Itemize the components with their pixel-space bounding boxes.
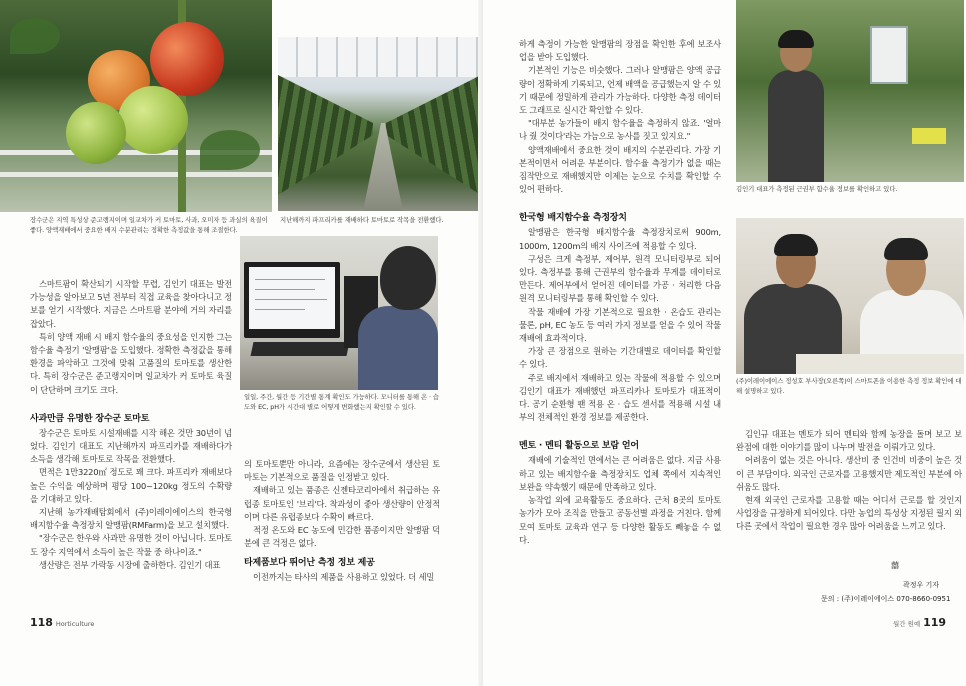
right-page xyxy=(483,0,966,686)
paragraph: "장수군은 한우와 사과만 유명한 것이 아닙니다. 토마토도 장수 지역에서 소득이 높은 작물 중 하나이죠." xyxy=(30,533,232,557)
section-heading: 멘토 · 멘티 활동으로 보람 얻어 xyxy=(519,441,639,452)
paragraph: 스마트팜이 확산되기 시작할 무렵, 김인기 대표는 발전 가능성을 알아보고 5년 전부터 직접 교육을 찾아다니고 정보를 얻기 시작했다. 지금은 스마트팜 분야에 거의 자리를 잡았다. xyxy=(30,279,232,329)
paragraph: 가장 큰 장점으로 원하는 기간대별로 데이터를 확인할 수 있다. xyxy=(519,346,721,370)
caption-farmer: 김인기 대표가 측정된 근권부 함수율 정보를 확인하고 있다. xyxy=(736,185,898,193)
section-heading: 한국형 배지함수율 측정장치 xyxy=(519,213,627,224)
leaf-shape xyxy=(10,18,60,54)
man-left-hair xyxy=(774,234,818,256)
greenhouse-roof xyxy=(278,37,481,77)
paragraph: 재배하고 있는 품종은 신젠타코리아에서 취급하는 유럽종 토마토인 '브리'다. 착과성이 좋아 생산량이 안정적이며 다른 유럽종보다 수확이 빠르다. xyxy=(244,485,440,522)
spacer xyxy=(519,424,721,437)
article-column-3 xyxy=(519,38,721,547)
byline: 곽정우 기자 xyxy=(903,581,940,589)
sensor-device xyxy=(870,26,908,84)
pipe-rail xyxy=(0,172,272,177)
section-heading: 타제품보다 뛰어난 측정 정보 제공 xyxy=(244,558,375,569)
article-column-1 xyxy=(30,278,232,572)
folio-left xyxy=(30,616,94,629)
table xyxy=(796,354,964,374)
paragraph: 구성은 크게 측정부, 제어부, 원격 모니터링부로 되어 있다. 측정부를 통해 근권부의 함수율과 무게를 데이터로 만든다. 제어부에서 얻어진 데이터를 가공 · 처리한 다음 원격 모니터링부를 통해 확인할 수 있다. xyxy=(519,253,721,304)
caption-greenhouse: 지난해까지 파프리카를 재배하다 토마토로 작목을 전환했다. xyxy=(280,216,444,224)
paragraph: 알맹팜은 한국형 배지함수율 측정장치로써 900m, 1000m, 1200m의 배지 사이즈에 적용할 수 있다. xyxy=(519,227,721,251)
man-body xyxy=(768,70,824,182)
green-tomato xyxy=(66,102,126,164)
screen-line xyxy=(255,279,325,280)
computer-monitor xyxy=(244,262,340,338)
plant-row-right xyxy=(386,75,481,195)
red-tomato xyxy=(150,22,224,96)
leaf-shape xyxy=(200,130,260,170)
person-body xyxy=(358,306,438,390)
monitor-photo xyxy=(240,236,438,390)
article-column-4 xyxy=(736,428,962,534)
paragraph: 의 토마토뿐만 아니라, 요즘에는 장수군에서 생산된 토마토는 기본적으로 품질을 인정받고 있다. xyxy=(244,459,440,483)
paragraph: 기본적인 기능은 비슷했다. 그러나 알맹팜은 양액 공급량이 정확하게 기록되고, 언제 배액을 공급했는지 알 수 있기 때문에 정밀하게 관리가 가능하다. 다양한 측정 데이터도 그래프로 실시간 확인할 수 있다. xyxy=(519,65,721,116)
paragraph: 농작업 외에 교육활동도 중요하다. 근처 8곳의 토마토 농가가 모아 조직을 만들고 공동선별 과정을 거친다. 함께 모여 토마토 교육과 연구 등 다양한 활동도 빼놓을 수 없다. xyxy=(519,495,721,545)
end-mark: 囍 xyxy=(891,561,899,570)
keyboard xyxy=(251,342,350,356)
paragraph: "대부분 농가들이 배지 함수율을 측정하지 않죠. '얼마나 줬 것이다'라는 가늠으로 농사를 짓고 있지요." xyxy=(519,118,721,142)
green-tomato xyxy=(118,86,188,154)
spacer xyxy=(519,196,721,209)
contact-line: 문의 : (주)이레이에이스 070-8660-0951 xyxy=(821,595,951,603)
greenhouse-photo xyxy=(278,37,481,211)
magazine-name: Horticulture xyxy=(55,620,95,628)
paragraph: 적정 온도와 EC 농도에 민감한 품종이지만 알맹팜 덕분에 큰 걱정은 없다. xyxy=(244,525,440,549)
spacer xyxy=(30,397,232,410)
caption-monitor: 일일, 주간, 월간 등 기간별 통계 확인도 가능하다. 모니터를 통해 온 · 습도와 EC, pH가 시간대 별로 어떻게 변화했는지 확인할 수 있다. xyxy=(244,393,439,411)
paragraph: 생산량은 전부 가락동 시장에 출하한다. 김인기 대표 xyxy=(39,559,221,570)
screen-line xyxy=(255,299,327,300)
paragraph: 면적은 1만3220㎡ 정도로 꽤 크다. 파프리카 재배보다 높은 수익을 예상하며 평당 100~120kg 정도의 수확량을 기대하고 있다. xyxy=(30,467,232,504)
caption-meeting: (주)이레이에이스 정성호 부사장(오른쪽)이 스마트폰을 이용한 측정 정보 확인에 대해 설명하고 있다. xyxy=(736,377,962,395)
screen-line xyxy=(255,289,315,290)
article-column-2 xyxy=(244,458,440,585)
paragraph: 재배에 기술적인 면에서는 큰 어려움은 없다. 지금 사용하고 있는 배지함수율 측정장치도 업체 쪽에서 지속적인 보완을 약속했기 때문에 만족하고 있다. xyxy=(519,455,721,492)
man-hair xyxy=(778,30,814,48)
tomato-photo xyxy=(0,0,272,212)
magazine-name: 월간 원예 xyxy=(893,620,921,628)
caption-tomato: 장수군은 지역 특성상 준고랭지이며 일교차가 커 토마토, 사과, 오미자 등 과실의 육질이 좋다. 양액재배에서 중요한 배지 수분관리는 정확한 측정값을 통해 조절한다. xyxy=(30,216,268,234)
person-head xyxy=(380,246,436,310)
paragraph: 특히 양액 재배 시 배지 함수율의 중요성을 인지한 그는 함수율 측정기 '알맹팜'을 도입했다. 정확한 측정값을 통해 환경을 파악하고 그것에 맞춰 고품질의 토마토를 생산한다. 특히 장수군은 준고랭지이며 일교차가 커 토마토 육질이 단단하며 크기도 크다. xyxy=(30,331,232,395)
monitor-screen xyxy=(249,267,335,329)
man-right-hair xyxy=(884,238,928,260)
paragraph: 양액재배에서 중요한 것이 배지의 수분관리다. 가장 기본적이면서 어려운 부분이다. 함수율 측정기가 없을 때는 짐작만으로 재배했지만 이제는 눈으로 수치를 확인할 수 있어 편하다. xyxy=(519,144,721,195)
meeting-photo xyxy=(736,218,964,374)
plant-row-left xyxy=(278,75,373,195)
paragraph: 작물 재배에 가장 기본적으로 필요한 · 온습도 관리는 물론, pH, EC 농도 등 여러 가지 정보를 얻을 수 있어 작물 재배에 효과적이다. xyxy=(519,306,721,344)
paragraph: 어려움이 없는 것은 아니다. 생산비 중 인건비 비중이 높은 것이 큰 부담이다. 외국인 근로자를 고용했지만 제도적인 부분에 아쉬움도 많다. xyxy=(736,455,962,492)
section-heading: 사과만큼 유명한 장수군 토마토 xyxy=(30,413,150,424)
paragraph: 장수군은 토마토 시설재배를 시작 해온 것만 30년이 넘었다. 김인기 대표도 지난해까지 파프리카를 재배하다가 소득을 생각해 토마토로 작목을 전환했다. xyxy=(30,427,232,465)
yellow-tag xyxy=(912,128,946,144)
paragraph: 김인규 대표는 멘토가 되어 멘티와 함께 농장을 돌며 보고 보완점에 대한 이야기를 많이 나누며 발전을 이뤄가고 있다. xyxy=(736,429,962,453)
farmer-photo xyxy=(736,0,964,182)
paragraph: 하게 측정이 가능한 알맹팜의 장점을 확인한 후에 보조사업을 받아 도입했다. xyxy=(519,39,721,63)
paragraph: 현재 외국인 근로자를 고용할 때는 어디서 근로를 할 것인지 사업장을 규정하게 되어있다. 다만 농업의 특성상 지정된 필지 외 다른 곳에서 작업이 필요한 경우 많아 어려움을 느끼고 있다. xyxy=(736,495,962,532)
paragraph: 이전까지는 타사의 제품을 사용하고 있었다. 더 세밀 xyxy=(253,572,435,583)
folio-right xyxy=(893,616,946,629)
paragraph: 지난해 농가재배탐회에서 (주)이레이에이스의 한국형 배지함수율 측정장치 알맹팜(RMFarm)을 보고 설치했다. xyxy=(30,507,232,531)
page-number: 118 xyxy=(30,616,53,629)
page-number: 119 xyxy=(923,616,947,629)
screen-line xyxy=(255,309,305,310)
paragraph: 주로 배지에서 재배하고 있는 작물에 적용할 수 있으며 김인기 대표가 재배했던 파프리카나 토마토가 대표적이다. 공기 순환형 팬 적용 온 · 습도 센서를 적용해 시설 내부의 전체적인 환경 정보를 제공한다. xyxy=(519,372,721,423)
